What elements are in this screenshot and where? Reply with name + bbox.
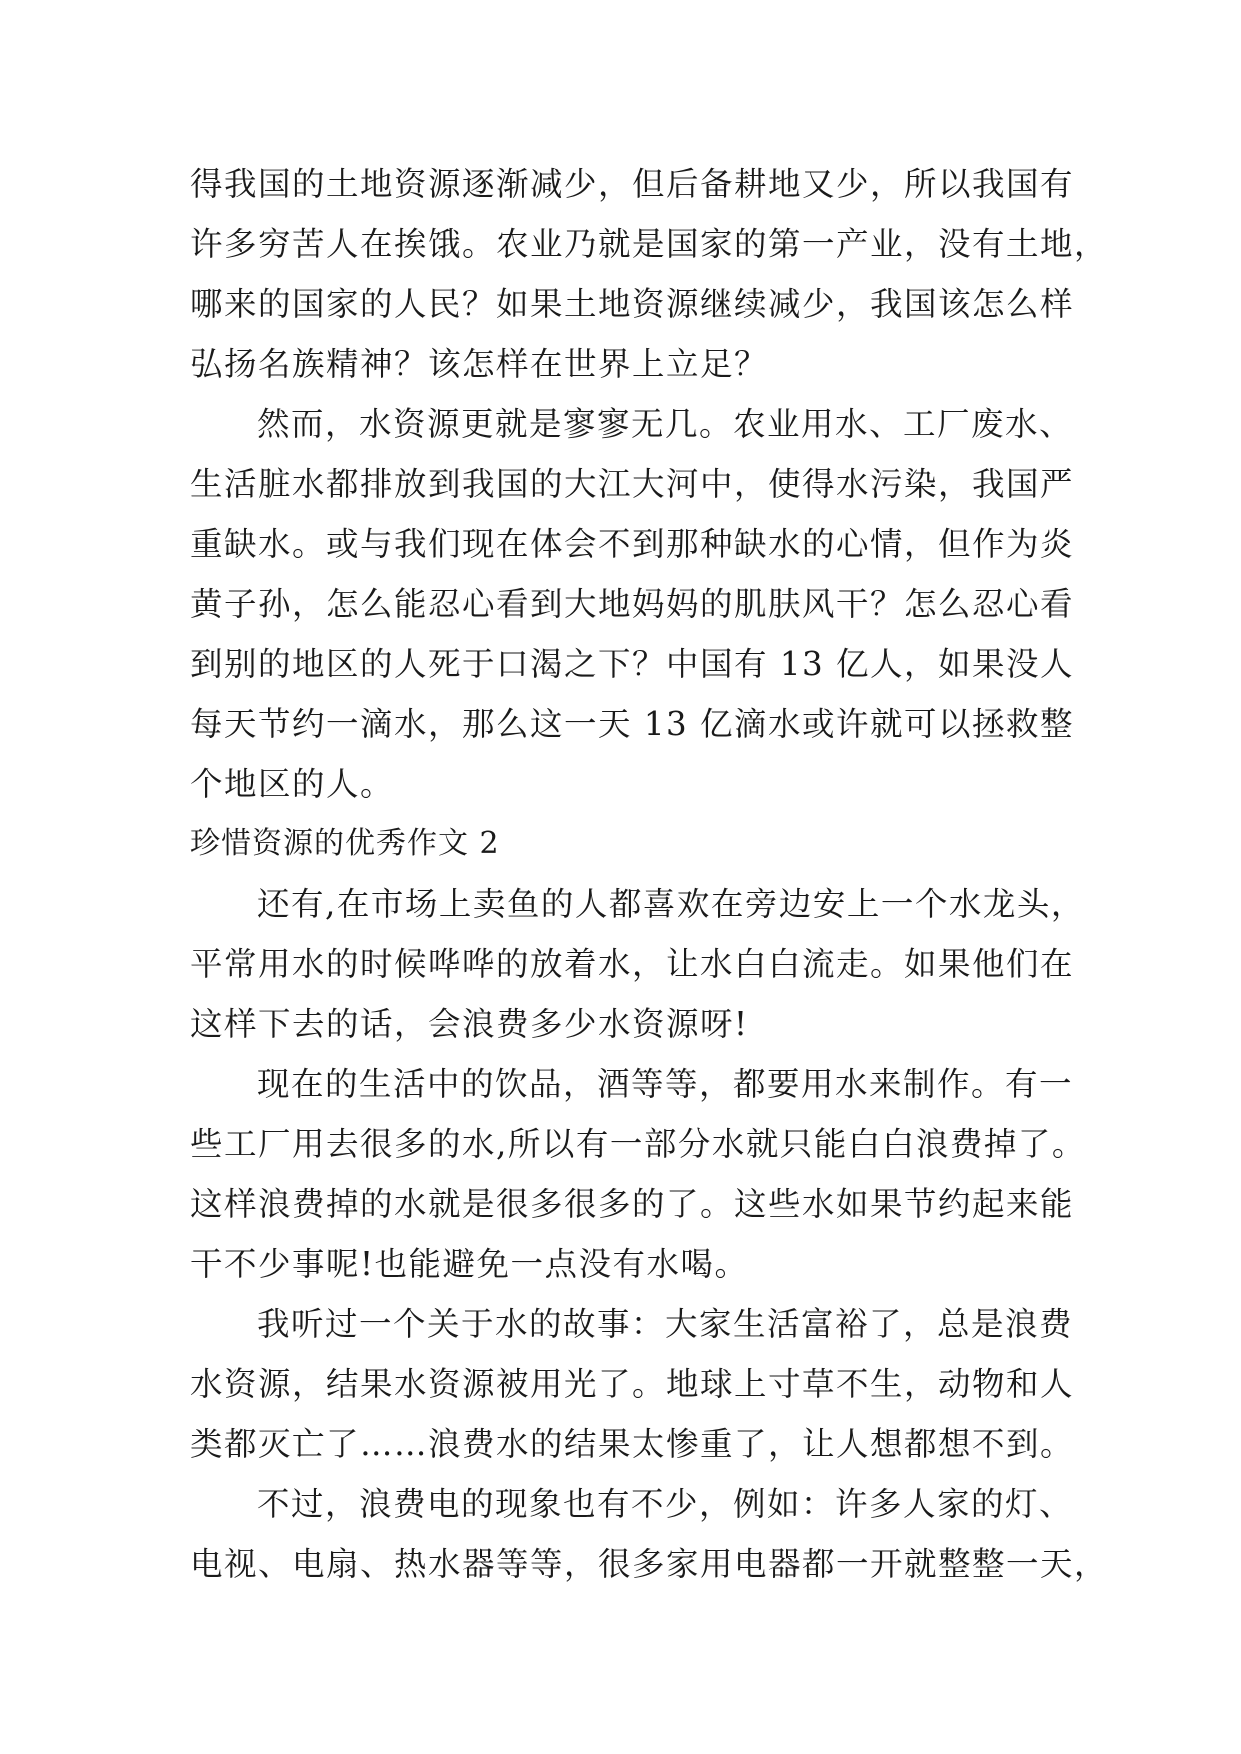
paragraph-line: 我听过一个关于水的故事：大家生活富裕了，总是浪费 [257, 1305, 1074, 1343]
paragraph-line: 然而，水资源更就是寥寥无几。农业用水、工厂废水、 [257, 405, 1074, 443]
paragraph-line: 哪来的国家的人民？如果土地资源继续减少，我国该怎么样 [190, 285, 1075, 323]
paragraph-line: 还有,在市场上卖鱼的人都喜欢在旁边安上一个水龙头， [257, 885, 1085, 923]
paragraph-line: 些工厂用去很多的水,所以有一部分水就只能白白浪费掉了。 [190, 1125, 1086, 1163]
paragraph-line: 生活脏水都排放到我国的大江大河中，使得水污染，我国严 [190, 465, 1075, 503]
paragraph-line: 这样浪费掉的水就是很多很多的了。这些水如果节约起来能 [190, 1185, 1075, 1223]
paragraph-line: 重缺水。或与我们现在体会不到那种缺水的心情，但作为炎 [190, 525, 1075, 563]
section-heading: 珍惜资源的优秀作文 2 [190, 826, 500, 861]
paragraph-line: 得我国的土地资源逐渐减少，但后备耕地又少，所以我国有 [190, 165, 1075, 203]
paragraph-line: 干不少事呢!也能避免一点没有水喝。 [190, 1245, 749, 1283]
paragraph-line: 平常用水的时候哗哗的放着水，让水白白流走。如果他们在 [190, 945, 1075, 983]
paragraph-line: 黄子孙，怎么能忍心看到大地妈妈的肌肤风干？怎么忍心看 [190, 585, 1075, 623]
paragraph-line: 这样下去的话，会浪费多少水资源呀! [190, 1005, 749, 1043]
paragraph-line: 现在的生活中的饮品，酒等等，都要用水来制作。有一 [257, 1065, 1074, 1103]
paragraph-line: 水资源，结果水资源被用光了。地球上寸草不生，动物和人 [190, 1365, 1075, 1403]
paragraph-line: 电视、电扇、热水器等等，很多家用电器都一开就整整一天， [190, 1545, 1109, 1583]
paragraph-line: 不过，浪费电的现象也有不少，例如：许多人家的灯、 [257, 1485, 1074, 1523]
paragraph-line: 类都灭亡了……浪费水的结果太惨重了，让人想都想不到。 [190, 1425, 1075, 1463]
paragraph-line: 每天节约一滴水，那么这一天 13 亿滴水或许就可以拯救整 [190, 705, 1075, 743]
paragraph-line: 许多穷苦人在挨饿。农业乃就是国家的第一产业，没有土地， [190, 225, 1109, 263]
paragraph-line: 到别的地区的人死于口渴之下？中国有 13 亿人，如果没人 [190, 645, 1075, 683]
paragraph-line: 个地区的人。 [190, 765, 395, 803]
paragraph-line: 弘扬名族精神？该怎样在世界上立足？ [190, 345, 769, 383]
